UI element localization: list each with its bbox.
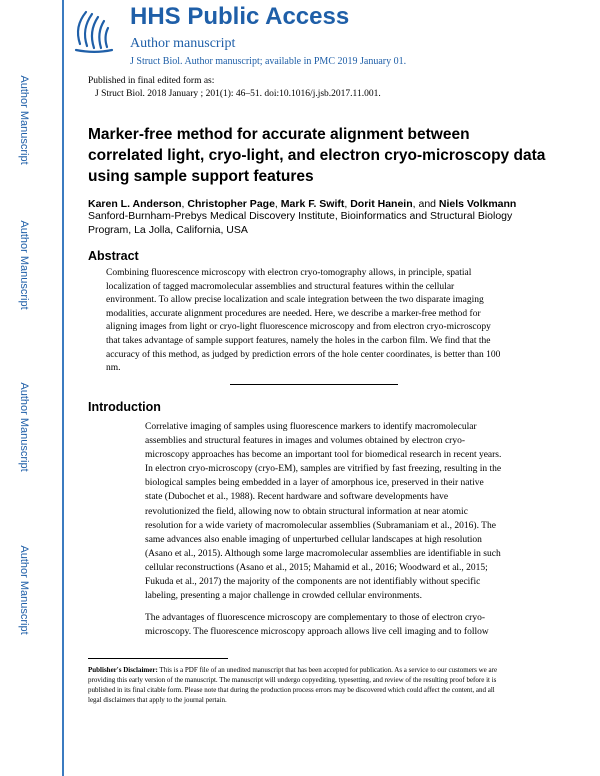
sidebar-label-author-manuscript: Author Manuscript	[18, 220, 30, 310]
published-final-label: Published in final edited form as:	[88, 76, 215, 86]
author-list: Karen L. Anderson, Christopher Page, Mark F. Swift, Dorit Hanein, and Niels Volkmann	[88, 198, 517, 210]
sidebar-label-author-manuscript: Author Manuscript	[18, 75, 30, 165]
sidebar-divider	[62, 0, 64, 776]
author-name: Dorit Hanein	[350, 198, 413, 210]
disclaimer-text: This is a PDF file of an unedited manuscript that has been accepted for publication. As a service to our customers we are providing this early version of the manuscript. The manuscript will undergo copyediting, typesetting, and review of the resulting proof before it is published in its final citable form. Please note that during the production process errors may be discovered which could affect the content, and all legal disclaimers that apply to the journal pertain.	[88, 666, 498, 704]
footnote-divider	[88, 658, 228, 659]
introduction-paragraph: The advantages of fluorescence microscopy are complementary to those of electron cryo-microscopy. The fluorescence microscopy approach allows live cell imaging and to follow	[145, 613, 489, 638]
publication-reference: J Struct Biol. 2018 January ; 201(1): 46–51. doi:10.1016/j.jsb.2017.11.001.	[95, 89, 381, 99]
abstract-divider	[230, 384, 398, 385]
publisher-disclaimer	[88, 665, 508, 705]
sidebar-label-author-manuscript: Author Manuscript	[18, 545, 30, 635]
abstract-heading: Abstract	[88, 249, 139, 263]
author-name: Christopher Page	[187, 198, 275, 210]
author-name: Niels Volkmann	[438, 198, 517, 210]
author-affiliation: Sanford-Burnham-Prebys Medical Discovery Institute, Bioinformatics and Structural Biology Program, La Jolla, California, USA	[88, 210, 513, 236]
sidebar-label-author-manuscript: Author Manuscript	[18, 382, 30, 472]
author-manuscript-subtitle: Author manuscript	[130, 36, 236, 51]
introduction-heading: Introduction	[88, 400, 161, 414]
author-name: Karen L. Anderson	[88, 198, 182, 210]
hhs-eagle-logo-icon	[68, 6, 120, 58]
disclaimer-label: Publisher's Disclaimer:	[88, 666, 158, 674]
introduction-paragraph: Correlative imaging of samples using fluorescence markers to identify macromolecular assemblies and structural features in images and volumes obtained by electron cryo-microscopy approaches has become an important tool for biomedical research in recent years. In electron cryo-microscopy (cryo-EM), samples are vitrified by fast freezing, resulting in the biological samples being embedded in a layer of amorphous ice, preserved in their native state (Dubochet et al., 1988). Recent hardware and software developments have revolutionized the field, allowing now to obtain structural information at near atomic resolution for a wide variety of macromolecular assemblies (Subramaniam et al., 2016). The same advances also enable imaging of unperturbed cellular landscapes at high resolution (Asano et al., 2015). Although some large macromolecular assemblies are identifiable in such cellular reconstructions (Asano et al., 2015; Mahamid et al., 2016; Woodward et al., 2015; Fukuda et al., 2017) the majority of the components are not identifiably without specific labeling, presenting a major challenge in crowded cellular environments.	[145, 422, 502, 602]
journal-availability-citation: J Struct Biol. Author manuscript; available in PMC 2019 January 01.	[130, 56, 407, 67]
paper-title: Marker-free method for accurate alignment between correlated light, cryo-light, and electron cryo-microscopy data using sample support features	[88, 126, 546, 185]
abstract-text: Combining fluorescence microscopy with electron cryo-tomography allows, in principle, spatial localization of tagged macromolecular assemblies and structural features within the cellular environment. To allow precise localization and scale integration between the two disparate imaging modalities, accurate alignment procedures are needed. Here, we describe a marker-free method for aligning images from light or cryo-light fluorescence microscopy and from electron cryo-microscopy that takes advantage of sample support features, namely the holes in the carbon film. We find that the accuracy of this method, as judged by prediction errors of the hole center coordinates, is better than 100 nm.	[106, 268, 501, 374]
hhs-public-access-title: HHS Public Access	[130, 3, 350, 30]
author-name: Mark F. Swift	[280, 198, 345, 210]
